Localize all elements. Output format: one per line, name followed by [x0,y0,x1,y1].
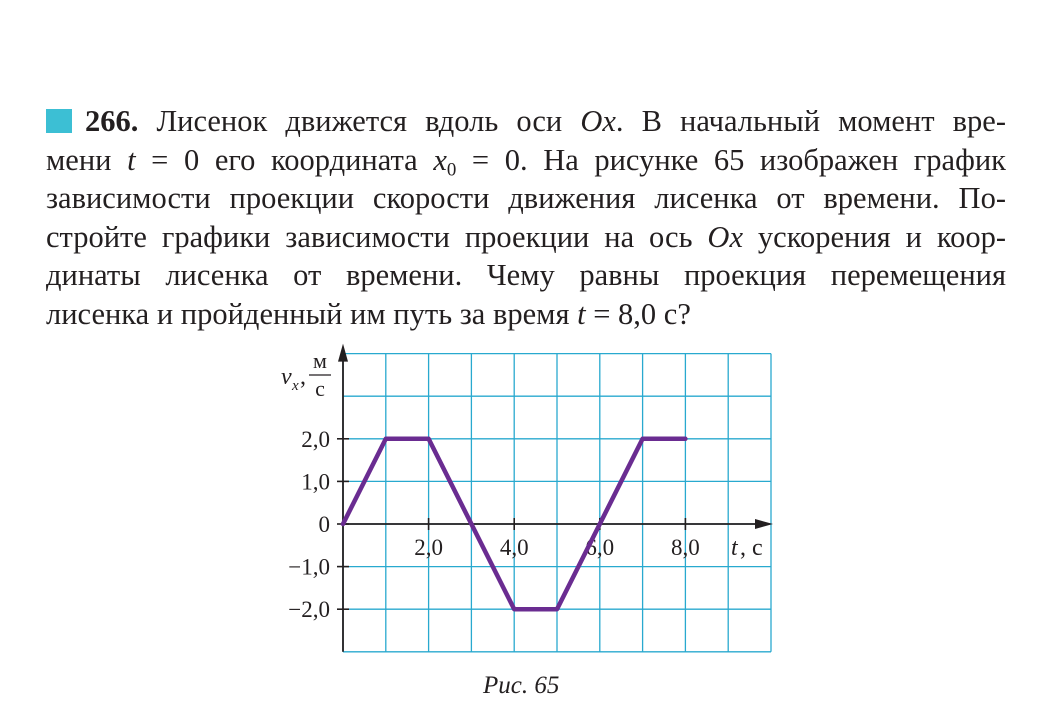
chart-axes [337,344,773,652]
problem-text-segment: мени [46,142,128,177]
x-tick-label: 2,0 [414,535,443,560]
x-tick-label: 4,0 [499,535,529,560]
x-tick-label: 8,0 [671,535,700,560]
y-tick-label: −2,0 [288,597,330,623]
problem-text-segment: t [577,296,586,331]
problem-text-segment: x [433,142,447,177]
y-axis-label [281,348,331,401]
problem-text-segment: t [127,142,136,177]
problem-text-segment: ускорения и коор- [743,219,1007,254]
x-axis-arrow [755,519,773,529]
y-label-comma: , [300,364,306,390]
y-axis-arrow [338,344,348,362]
problem-text-segment: . В начальный момент вре- [615,104,1006,138]
problem-text-segment: Ox [580,104,616,138]
x-axis-label [731,535,763,561]
problem-text-segment: лисенка и пройденный им путь за время [46,296,578,331]
y-label-variable: v [281,364,292,390]
y-label-subscript: x [292,378,299,394]
y-tick-label: 0 [318,512,330,537]
x-label-variable: t [731,535,738,561]
subscript: 0 [446,158,457,180]
problem-text-segment: зависимости проекции скорости движения лисенка от времени. По- [46,181,1006,215]
problem-text-segment: стройте графики зависимости проекции на ось [46,219,708,254]
y-label-unit-numerator: м [313,348,327,373]
problem-text-segment: = 8,0 с? [585,296,691,331]
problem-text-segment: динаты лисенка от времени. Чему равны проекция перемещения [46,258,1006,292]
y-tick-label: 2,0 [301,426,330,452]
y-tick-label: −1,0 [288,554,330,580]
figure-caption: Рис. 65 [483,672,560,699]
y-tick-label: 1,0 [301,469,330,495]
problem-text-segment: Лисенок движется вдоль оси [138,104,581,138]
x-tick-label: 6,0 [585,535,615,560]
problem-text-segment: = 0 его координата [135,142,434,177]
problem-text-segment: = 0. На рисунке 65 изображен график [456,142,1007,177]
x-label-unit: , с [740,535,763,561]
problem-number: 266. [85,104,139,138]
problem-text-segment: Ox [707,219,743,254]
y-label-unit-denominator: с [315,376,325,401]
